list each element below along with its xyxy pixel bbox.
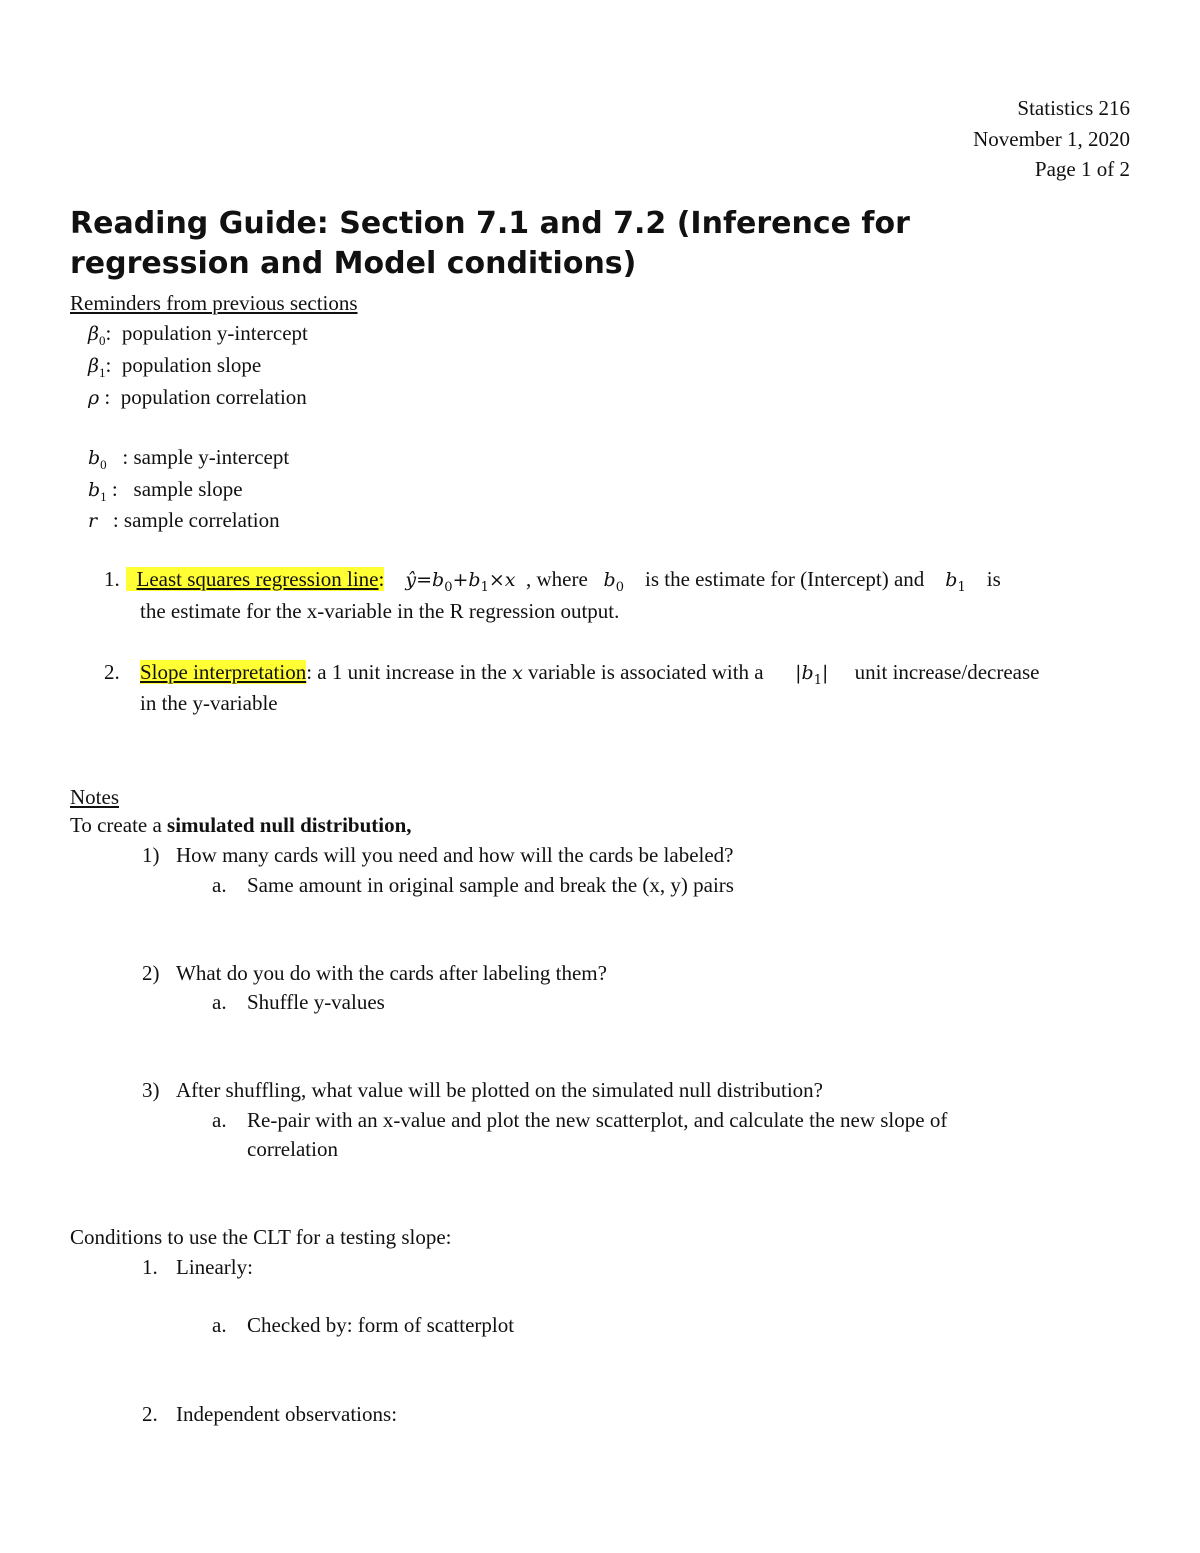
reminder-text: population slope [121, 353, 262, 377]
reminder-item: $b_1$ : sample slope [88, 477, 243, 504]
question-text: What do you do with the cards after labeling them? [176, 961, 607, 985]
date-label: November 1, 2020 [973, 127, 1130, 151]
answer-text: Same amount in original sample and break the (x, y) pairs [247, 873, 734, 897]
reminders-heading: Reminders from previous sections [70, 291, 358, 315]
condition-sub-text: Checked by: form of scatterplot [247, 1313, 515, 1337]
r-symbol: r [88, 510, 98, 532]
answer-text: Re-pair with an x-value and plot the new scatterplot, and calculate the new slope of [247, 1108, 948, 1132]
highlight-label: Least squares regression line [136, 567, 379, 591]
list-item-continuation: the estimate for the x-variable in the R regression output. [140, 599, 620, 623]
list-number: 2. [104, 660, 120, 684]
page-title-line-1: Reading Guide: Section 7.1 and 7.2 (Inference for [70, 206, 910, 241]
reminder-item: r : sample correlation [88, 508, 280, 532]
answer-text: Shuffle y-values [247, 990, 385, 1014]
condition-text: Independent observations: [176, 1402, 398, 1426]
condition-number: 1. [142, 1255, 158, 1279]
beta-symbol: β [88, 323, 99, 345]
b-symbol: b [88, 447, 101, 469]
list-item-regression-line: Least squares regression line: $ŷ=b_0+b_1\times x$ , where $b_0$ is the estimate for (Intercept) and $b_1$ is [126, 567, 1001, 595]
beta-symbol: β [88, 355, 99, 377]
b-symbol: b [88, 479, 101, 501]
question-number: 1) [142, 843, 160, 867]
reminder-item: $\beta_0$: population y-intercept [88, 321, 308, 348]
rho-symbol: ρ [88, 387, 100, 409]
answer-letter: a. [212, 873, 227, 897]
reminder-item: $b_0$ : sample y-intercept [88, 445, 290, 472]
list-item-slope: Slope interpretation: a 1 unit increase in the x variable is associated with a $|b_1|$ unit increase/decrease [140, 660, 1040, 688]
reminder-text: population correlation [120, 385, 307, 409]
reminder-text: sample slope [133, 477, 243, 501]
answer-text-continuation: correlation [247, 1137, 338, 1161]
page-number: Page 1 of 2 [1034, 157, 1130, 181]
course-label: Statistics 216 [1017, 96, 1130, 120]
reminder-text: population y-intercept [121, 321, 308, 345]
answer-letter: a. [212, 1108, 227, 1132]
page-title-line-2: regression and Model conditions) [70, 246, 637, 281]
regression-formula: $ŷ=b_0+b_1\times x$ [405, 569, 516, 595]
question-text: How many cards will you need and how will the cards be labeled? [176, 843, 734, 867]
condition-number: 2. [142, 1402, 158, 1426]
question-text: After shuffling, what value will be plotted on the simulated null distribution? [176, 1078, 824, 1102]
highlight-label: Slope interpretation [140, 660, 307, 684]
notes-intro: To create a simulated null distribution, [70, 813, 412, 837]
notes-heading: Notes [70, 785, 119, 809]
list-number: 1. [104, 567, 120, 591]
question-number: 2) [142, 961, 160, 985]
conditions-heading: Conditions to use the CLT for a testing slope: [70, 1225, 452, 1249]
condition-sub-letter: a. [212, 1313, 227, 1337]
condition-text: Linearly: [176, 1255, 253, 1279]
question-number: 3) [142, 1078, 160, 1102]
reminder-item: $\beta_1$: population slope [88, 353, 262, 380]
list-item-continuation: in the y-variable [140, 691, 278, 715]
reminder-item: ρ : population correlation [88, 385, 307, 409]
answer-letter: a. [212, 990, 227, 1014]
